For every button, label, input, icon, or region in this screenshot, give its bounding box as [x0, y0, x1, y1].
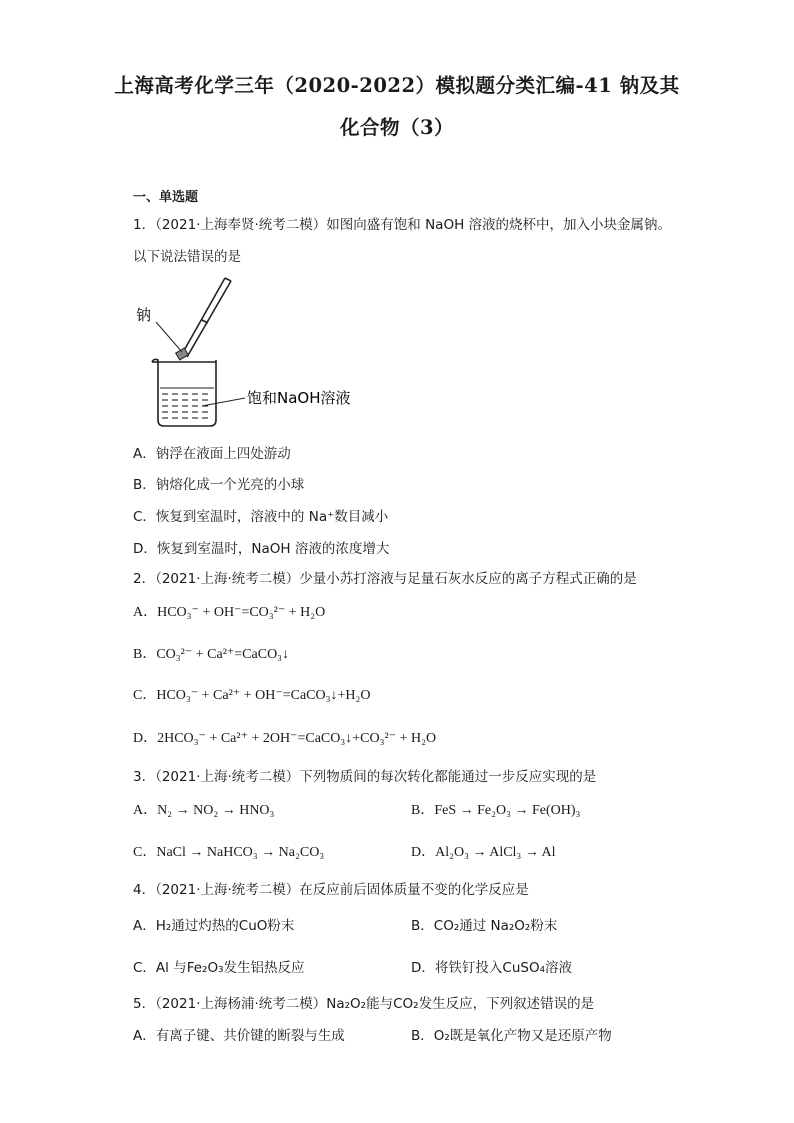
beaker-figure — [130, 270, 370, 450]
q1-option-a: A．钠浮在液面上四处游动 — [133, 446, 291, 462]
beaker-illustration — [130, 270, 370, 450]
sodium-piece — [176, 348, 189, 360]
section-heading: 一、单选题 — [133, 190, 199, 205]
q5-stem: 5．（2021·上海杨浦·统考二模）Na₂O₂能与CO₂发生反应，下列叙述错误的是 — [133, 996, 595, 1012]
q4-option-d: D．将铁钉投入CuSO₄溶液 — [411, 960, 572, 976]
q3-option-c: C．NaCl → NaHCO₃ → Na₂CO₃ — [133, 845, 325, 860]
q4-stem: 4．（2021·上海·统考二模）在反应前后固体质量不变的化学反应是 — [133, 882, 529, 898]
q2-option-a: A．HCO₃⁻ + OH⁻=CO₃²⁻ + H₂O — [133, 605, 326, 620]
figure-label-solution: 饱和NaOH溶液 — [247, 389, 351, 407]
q1-option-d: D．恢复到室温时，NaOH 溶液的浓度增大 — [133, 541, 390, 557]
tweezers-icon — [182, 278, 231, 357]
q3-option-b: B．FeS → Fe₂O₃ → Fe(OH)₃ — [411, 803, 581, 818]
solution-level — [160, 388, 214, 418]
q1-option-b: B．钠熔化成一个光亮的小球 — [133, 477, 305, 493]
q4-option-a: A．H₂通过灼热的CuO粉末 — [133, 918, 295, 934]
q5-option-a: A．有离子键、共价键的断裂与生成 — [133, 1028, 345, 1044]
q5-option-b: B．O₂既是氧化产物又是还原产物 — [411, 1028, 612, 1044]
q4-option-b: B．CO₂通过 Na₂O₂粉末 — [411, 918, 558, 934]
q1-option-c: C．恢复到室温时，溶液中的 Na⁺数目减小 — [133, 509, 389, 525]
q3-stem: 3．（2021·上海·统考二模）下列物质间的每次转化都能通过一步反应实现的是 — [133, 769, 597, 785]
q4-option-c: C．Al 与Fe₂O₃发生铝热反应 — [133, 960, 305, 976]
label-line-sodium — [156, 322, 182, 352]
q2-option-c: C．HCO₃⁻ + Ca²⁺ + OH⁻=CaCO₃↓+H₂O — [133, 688, 371, 703]
q3-option-a: A．N₂ → NO₂ → HNO₃ — [133, 803, 275, 818]
label-line-solution — [202, 398, 245, 406]
q3-option-d: D．Al₂O₃ → AlCl₃ → Al — [411, 845, 556, 860]
q2-stem: 2．（2021·上海·统考二模）少量小苏打溶液与足量石灰水反应的离子方程式正确的是 — [133, 571, 637, 587]
q2-option-b: B．CO₃²⁻ + Ca²⁺=CaCO₃↓ — [133, 647, 290, 662]
document-title-line-1: 上海高考化学三年（2020-2022）模拟题分类汇编-41 钠及其 — [114, 74, 680, 97]
figure-label-sodium: 钠 — [136, 306, 152, 324]
beaker — [152, 359, 216, 426]
q2-option-d: D．2HCO₃⁻ + Ca²⁺ + 2OH⁻=CaCO₃↓+CO₃²⁻ + H₂O — [133, 731, 437, 746]
document-title-line-2: 化合物（3） — [339, 116, 455, 139]
q1-stem-line-2: 以下说法错误的是 — [133, 249, 241, 265]
q1-stem-line-1: 1．（2021·上海奉贤·统考二模）如图向盛有饱和 NaOH 溶液的烧杯中，加入小块金属钠。 — [133, 217, 672, 233]
